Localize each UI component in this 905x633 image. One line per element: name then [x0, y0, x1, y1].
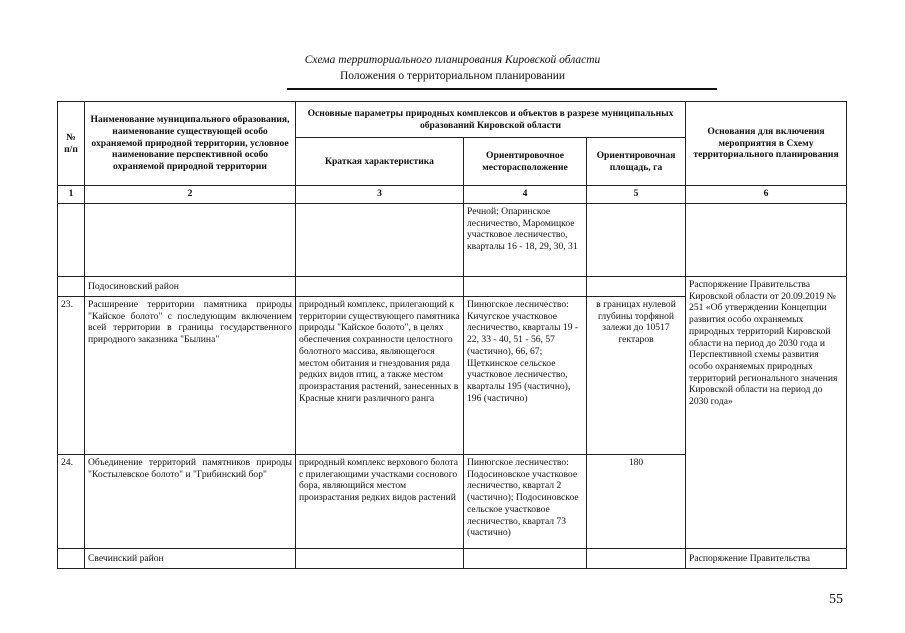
cell-empty: [587, 549, 686, 569]
cell-empty: [464, 549, 587, 569]
cell-description: природный комплекс, прилегающий к территории существующего памятника природы "Кайское болото", в целях обеспечения сохранности целостного болотного массива, являющегося местом обитания и гнездования ряда редких видов птиц, а также местом произрастания растений, занесенных в Красные книги различного ранга: [296, 297, 464, 455]
cell-basis: Распоряжение Правительства: [686, 549, 847, 569]
column-number: 1: [58, 186, 85, 204]
district-name: Подосиновский район: [85, 277, 296, 297]
page-number: 55: [829, 592, 843, 607]
cell-empty: [464, 277, 587, 297]
cell-empty: [296, 549, 464, 569]
header-area: Ориентировочная площадь, га: [587, 138, 686, 186]
territorial-planning-table: [57, 101, 847, 569]
cell-empty: [587, 204, 686, 277]
cell-location: Пинюгское лесничество: Подосиновское участковое лесничество, квартал 2 (частично); Подосиновское сельское участковое лесничество, квартал 73 (частично): [464, 455, 587, 549]
header-basis: Основания для включения мероприятия в Схему территориального планирования: [686, 102, 847, 186]
cell-name: Расширение территории памятника природы "Кайское болото" с последующим включением всей территории в границы государственного природного заказника "Былина": [85, 297, 296, 455]
row-number: 23.: [58, 297, 85, 455]
cell-description: природный комплекс верхового болота с прилегающими участками соснового бора, являющийся местом произрастания редких видов растений: [296, 455, 464, 549]
column-number: 2: [85, 186, 296, 204]
header-location: Ориентировочное месторасположение: [464, 138, 587, 186]
column-number-row: [58, 186, 847, 204]
cell-location: Речной; Опаринское лесничество, Маромицкое участковое лесничество, кварталы 16 - 18, 29, 30, 31: [464, 204, 587, 277]
cell-empty: [587, 277, 686, 297]
document-title: Схема территориального планирования Кировской области: [304, 54, 601, 66]
column-number: 3: [296, 186, 464, 204]
cell-location: Пинюгское лесничество: Кичугское участковое лесничество, кварталы 19 - 22, 33 - 40, 51 - 56, 57 (частично), 66, 67; Щеткинское сельское участковое лесничество, кварталы 195 (частично), 196 (частично): [464, 297, 587, 455]
cell-empty: [85, 204, 296, 277]
cell-area: 180: [587, 455, 686, 549]
district-row: [58, 277, 847, 297]
district-name: Свечинский район: [85, 549, 296, 569]
row-number: 24.: [58, 455, 85, 549]
cell-empty: [58, 204, 85, 277]
district-row: [58, 549, 847, 569]
header-parameters-group: Основные параметры природных комплексов и объектов в разрезе муниципальных образований Кировской области: [296, 102, 686, 138]
table-row: [58, 204, 847, 277]
header-number: № п/п: [58, 102, 85, 186]
cell-empty: [296, 277, 464, 297]
cell-empty: [296, 204, 464, 277]
cell-name: Объединение территорий памятников природы "Костылевское болото" и "Грибинский бор": [85, 455, 296, 549]
cell-empty: [686, 204, 847, 277]
cell-empty: [58, 277, 85, 297]
column-number: 5: [587, 186, 686, 204]
header-description: Краткая характеристика: [296, 138, 464, 186]
column-number: 4: [464, 186, 587, 204]
column-number: 6: [686, 186, 847, 204]
cell-empty: [58, 549, 85, 569]
document-subtitle: Положения о территориальном планировании: [339, 70, 566, 82]
cell-area: в границах нулевой глубины торфяной залежи до 10517 гектаров: [587, 297, 686, 455]
header-divider: [287, 88, 717, 90]
header-name: Наименование муниципального образования, наименование существующей особо охраняемой природной территории, условное наименование перспективной особо охраняемой природной территории: [85, 102, 296, 186]
cell-basis: Распоряжение Правительства Кировской области от 20.09.2019 № 251 «Об утверждении Концепции развития особо охраняемых природных территорий Кировской области на период до 2030 года и Перспективной схемы развития особо охраняемых природных территорий регионального значения Кировской области на период до 2030 года»: [686, 277, 847, 549]
